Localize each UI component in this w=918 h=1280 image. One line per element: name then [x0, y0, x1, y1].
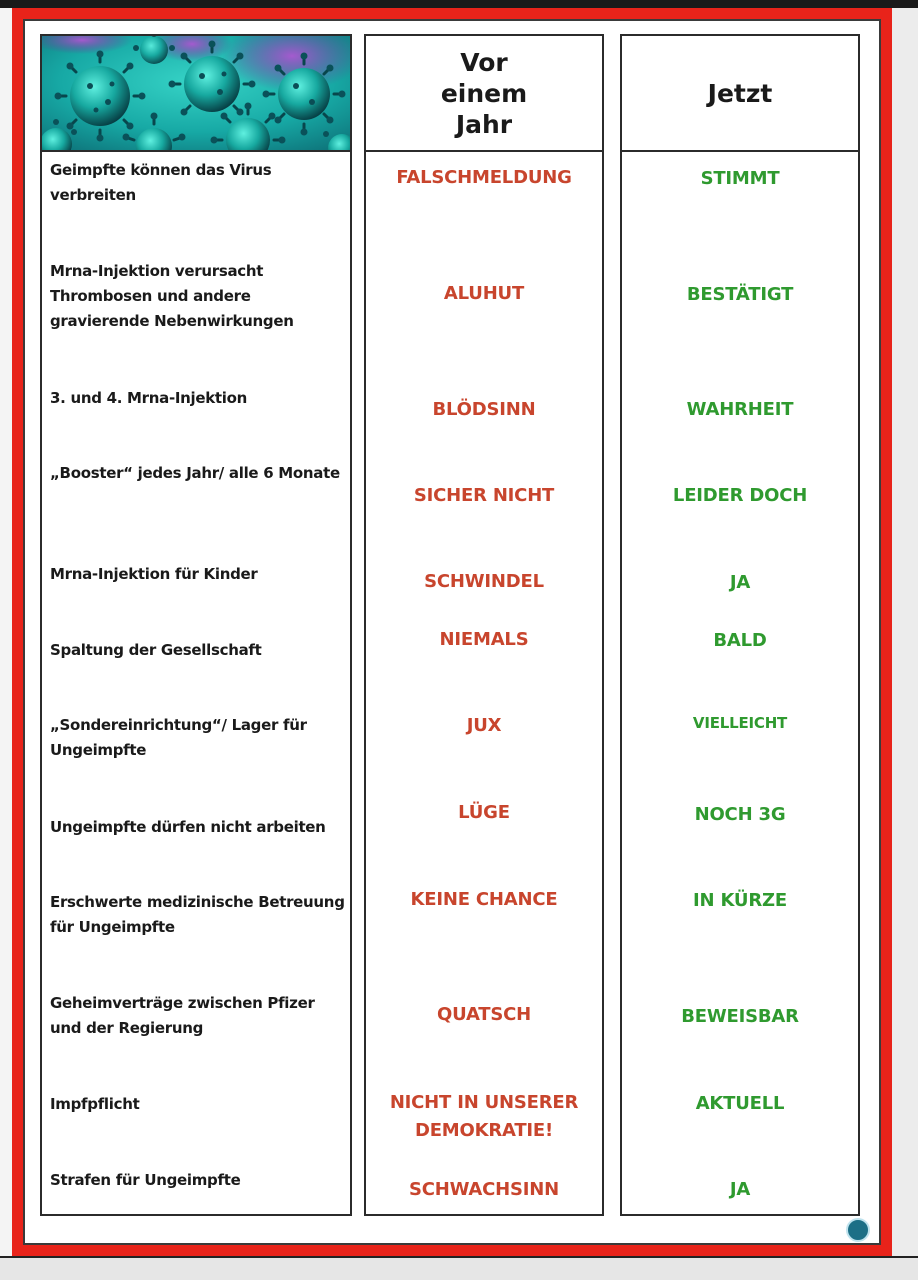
- now-answer: LEIDER DOCH: [672, 485, 808, 506]
- now-answer: WAHRHEIT: [686, 399, 794, 420]
- now-answer: BESTÄTIGT: [686, 284, 794, 305]
- virus-illustration: [42, 36, 350, 150]
- now-answer: NOCH 3G: [694, 804, 786, 825]
- then-answer: SCHWINDEL: [424, 571, 544, 592]
- coronavirus-image: [42, 36, 350, 150]
- then-answer: SCHWACHSINN: [408, 1179, 560, 1200]
- now-answer: BEWEISBAR: [681, 1006, 799, 1027]
- then-answer: ALUHUT: [443, 283, 525, 304]
- header-divider: [622, 150, 858, 152]
- now-answer: VIELLEICHT: [692, 714, 788, 732]
- column-header-now: Jetzt: [707, 78, 773, 108]
- statement-text: Mrna-Injektion für Kinder: [50, 565, 258, 583]
- then-answer: KEINE CHANCE: [410, 889, 558, 910]
- statement-text: Mrna-Injektion verursacht Thrombosen und andere gravierende Nebenwirkungen: [50, 262, 294, 330]
- header-divider: [42, 150, 350, 152]
- statement-text: Strafen für Ungeimpfte: [50, 1171, 241, 1189]
- now-column: [620, 34, 860, 1216]
- round-badge-icon: [846, 1218, 870, 1242]
- then-answer: SICHER NICHT: [413, 485, 555, 506]
- then-answer: NIEMALS: [439, 629, 529, 650]
- column-header-then: Vor einem Jahr: [440, 47, 528, 139]
- then-answer: FALSCHMELDUNG: [396, 167, 572, 188]
- statement-text: 3. und 4. Mrna-Injektion: [50, 389, 248, 407]
- header-divider: [366, 150, 602, 152]
- now-answer: JA: [729, 572, 751, 593]
- statement-text: Impfpflicht: [50, 1095, 140, 1113]
- then-answer: QUATSCH: [436, 1004, 531, 1025]
- now-answer: IN KÜRZE: [693, 890, 787, 911]
- then-column: [364, 34, 604, 1216]
- bottom-edge-bar: [0, 1256, 918, 1280]
- now-answer: BALD: [713, 630, 767, 651]
- top-edge-bar: [0, 0, 918, 8]
- right-edge-strip: [892, 8, 918, 1256]
- statement-text: Ungeimpfte dürfen nicht arbeiten: [50, 818, 326, 836]
- statement-text: Spaltung der Gesellschaft: [50, 641, 262, 659]
- now-answer: STIMMT: [700, 168, 780, 189]
- then-answer: JUX: [466, 715, 502, 736]
- statement-text: Erschwerte medizinische Betreuung für Ungeimpfte: [50, 893, 345, 936]
- statement-text: „Sondereinrichtung“/ Lager für Ungeimpfte: [50, 716, 307, 759]
- statement-text: „Booster“ jedes Jahr/ alle 6 Monate: [50, 464, 340, 482]
- statement-text: Geimpfte können das Virus verbreiten: [50, 161, 272, 204]
- then-answer: NICHT IN UNSERER DEMOKRATIE!: [389, 1092, 579, 1141]
- statement-text: Geheimverträge zwischen Pfizer und der Regierung: [50, 994, 315, 1037]
- now-answer: AKTUELL: [695, 1093, 785, 1114]
- then-answer: LÜGE: [458, 802, 510, 823]
- now-answer: JA: [729, 1179, 751, 1200]
- then-answer: BLÖDSINN: [432, 399, 536, 420]
